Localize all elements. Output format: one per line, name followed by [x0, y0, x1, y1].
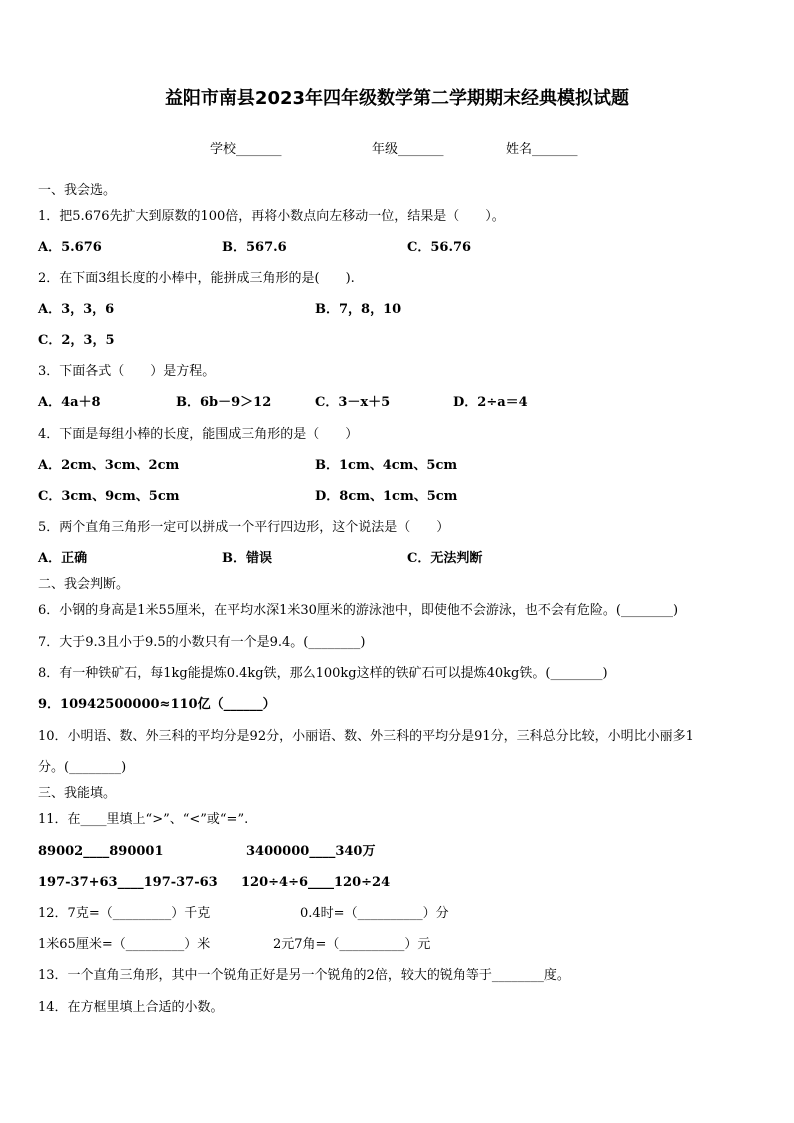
q11-item-3: 197-37+63____197-37-63	[38, 875, 218, 890]
q1-option-b: B．567.6	[222, 240, 287, 255]
grade-field: 年级_______	[372, 142, 444, 157]
q5-stem: 5．两个直角三角形一定可以拼成一个平行四边形，这个说法是（ ）	[38, 520, 450, 535]
q3-stem: 3．下面各式（ ）是方程。	[38, 364, 216, 379]
q1-option-a: A．5.676	[38, 240, 102, 255]
q12-item-3: 1米65厘米=（_________）米	[38, 937, 211, 952]
q4-option-c: C．3cm、9cm、5cm	[38, 489, 180, 504]
q9-text: 9．10942500000≈110亿（______）	[38, 697, 276, 712]
q3-option-d: D．2÷a＝4	[453, 395, 528, 410]
q5-option-a: A．正确	[38, 551, 88, 566]
q4-option-b: B．1cm、4cm、5cm	[315, 458, 458, 473]
q11-item-1: 89002____890001	[38, 844, 164, 859]
q10-line-2: 分。(________)	[38, 760, 127, 775]
q11-stem: 11．在____里填上“>”、“<”或“=”.	[38, 812, 249, 827]
q5-option-b: B．错误	[222, 551, 272, 566]
q3-option-a: A．4a＋8	[38, 395, 101, 410]
q4-option-a: A．2cm、3cm、2cm	[38, 458, 180, 473]
q3-option-c: C．3－x＋5	[315, 395, 391, 410]
section-2-heading: 二、我会判断。	[38, 577, 130, 592]
q12-item-4: 2元7角=（__________）元	[273, 937, 431, 952]
q2-stem: 2．在下面3组长度的小棒中，能拼成三角形的是( ).	[38, 271, 355, 286]
q14-text: 14．在方框里填上合适的小数。	[38, 1000, 224, 1015]
q7-text: 7．大于9.3且小于9.5的小数只有一个是9.4。(________)	[38, 635, 366, 650]
q1-stem: 1．把5.676先扩大到原数的100倍，再将小数点向左移动一位，结果是（ ）。	[38, 209, 505, 224]
q8-text: 8．有一种铁矿石，每1kg能提炼0.4kg铁，那么100kg这样的铁矿石可以提炼40kg铁。(________)	[38, 666, 608, 681]
q6-text: 6．小钢的身高是1米55厘米，在平均水深1米30厘米的游泳池中，即使他不会游泳，也不会有危险。(________)	[38, 603, 679, 618]
q13-text: 13．一个直角三角形，其中一个锐角正好是另一个锐角的2倍，较大的锐角等于________度。	[38, 968, 570, 983]
section-3-heading: 三、我能填。	[38, 786, 117, 801]
q2-option-a: A．3，3，6	[38, 302, 115, 317]
q3-option-b: B．6b－9＞12	[176, 395, 272, 410]
q12-item-2: 0.4时=（__________）分	[300, 906, 449, 921]
section-1-heading: 一、我会选。	[38, 183, 117, 198]
q5-option-c: C．无法判断	[407, 551, 483, 566]
q11-item-4: 120÷4÷6____120÷24	[241, 875, 391, 890]
q10-line-1: 10．小明语、数、外三科的平均分是92分，小丽语、数、外三科的平均分是91分，三科总分比较，小明比小丽多1	[38, 729, 694, 744]
q12-item-1: 12．7克=（_________）千克	[38, 906, 211, 921]
school-field: 学校_______	[210, 142, 282, 157]
q1-option-c: C．56.76	[407, 240, 472, 255]
q11-item-2: 3400000____340万	[246, 844, 376, 859]
q2-option-c: C．2，3，5	[38, 333, 115, 348]
page-title: 益阳市南县2023年四年级数学第二学期期末经典模拟试题	[164, 88, 630, 109]
q2-option-b: B．7，8，10	[315, 302, 402, 317]
name-field: 姓名_______	[506, 142, 578, 157]
q4-stem: 4．下面是每组小棒的长度，能围成三角形的是（ ）	[38, 427, 359, 442]
q4-option-d: D．8cm、1cm、5cm	[315, 489, 458, 504]
